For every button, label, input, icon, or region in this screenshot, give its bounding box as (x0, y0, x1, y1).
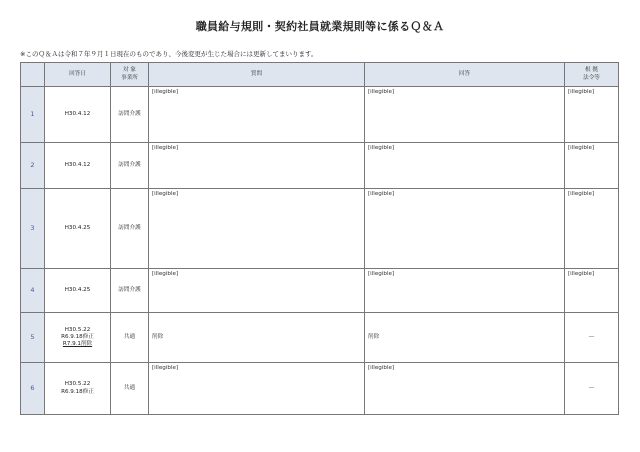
answer-text: [illegible] (365, 189, 565, 269)
answer-date: H30.4.25 (45, 189, 111, 269)
answer-text: [illegible] (365, 87, 565, 143)
qa-table (20, 62, 619, 415)
answer-date: H30.4.12 (45, 87, 111, 143)
answer-date: H30.4.12 (45, 143, 111, 189)
answer-date-line: R6.9.18修正 (61, 333, 94, 340)
row-number: 1 (21, 87, 45, 143)
table-row (21, 363, 619, 415)
basis-text: － (565, 363, 619, 415)
table-header-row (21, 63, 619, 87)
basis-text: － (565, 313, 619, 363)
question-text: [illegible] (149, 189, 365, 269)
target-office: 訪問介護 (111, 143, 149, 189)
header-no (21, 63, 45, 87)
answer-date-line: R6.9.18修正 (61, 388, 94, 395)
answer-text: [illegible] (365, 363, 565, 415)
header-target: 対 象 事業所 (111, 63, 149, 87)
update-note: ※このＱ＆Ａは令和７年９月１日現在のものであり、今後変更が生じた場合には更新してまいります。 (20, 50, 318, 58)
answer-date (45, 313, 111, 363)
answer-text: 削除 (365, 313, 565, 363)
header-answer: 回答 (365, 63, 565, 87)
row-number: 2 (21, 143, 45, 189)
question-text: [illegible] (149, 143, 365, 189)
basis-text: [illegible] (565, 269, 619, 313)
row-number: 6 (21, 363, 45, 415)
table-row (21, 87, 619, 143)
header-question: 質問 (149, 63, 365, 87)
question-text: [illegible] (149, 269, 365, 313)
table-row (21, 313, 619, 363)
answer-date-line: H30.5.22 (64, 326, 91, 333)
answer-date (45, 363, 111, 415)
row-number: 3 (21, 189, 45, 269)
header-answer-date: 回答日 (45, 63, 111, 87)
answer-text: [illegible] (365, 269, 565, 313)
header-basis: 根 拠 法令等 (565, 63, 619, 87)
target-office: 訪問介護 (111, 87, 149, 143)
question-text: 削除 (149, 313, 365, 363)
document-title: 職員給与規則・契約社員就業規則等に係るＱ＆Ａ (195, 20, 445, 33)
table-row (21, 143, 619, 189)
answer-date-line: H30.5.22 (64, 381, 91, 388)
answer-date-line: R7.9.1削除 (62, 341, 93, 348)
basis-text: [illegible] (565, 189, 619, 269)
table-row (21, 269, 619, 313)
target-office: 訪問介護 (111, 189, 149, 269)
answer-text: [illegible] (365, 143, 565, 189)
table-row (21, 189, 619, 269)
row-number: 4 (21, 269, 45, 313)
basis-text: [illegible] (565, 143, 619, 189)
question-text: [illegible] (149, 87, 365, 143)
target-office: 共通 (111, 363, 149, 415)
basis-text: [illegible] (565, 87, 619, 143)
question-text: [illegible] (149, 363, 365, 415)
target-office: 共通 (111, 313, 149, 363)
target-office: 訪問介護 (111, 269, 149, 313)
row-number: 5 (21, 313, 45, 363)
answer-date: H30.4.25 (45, 269, 111, 313)
